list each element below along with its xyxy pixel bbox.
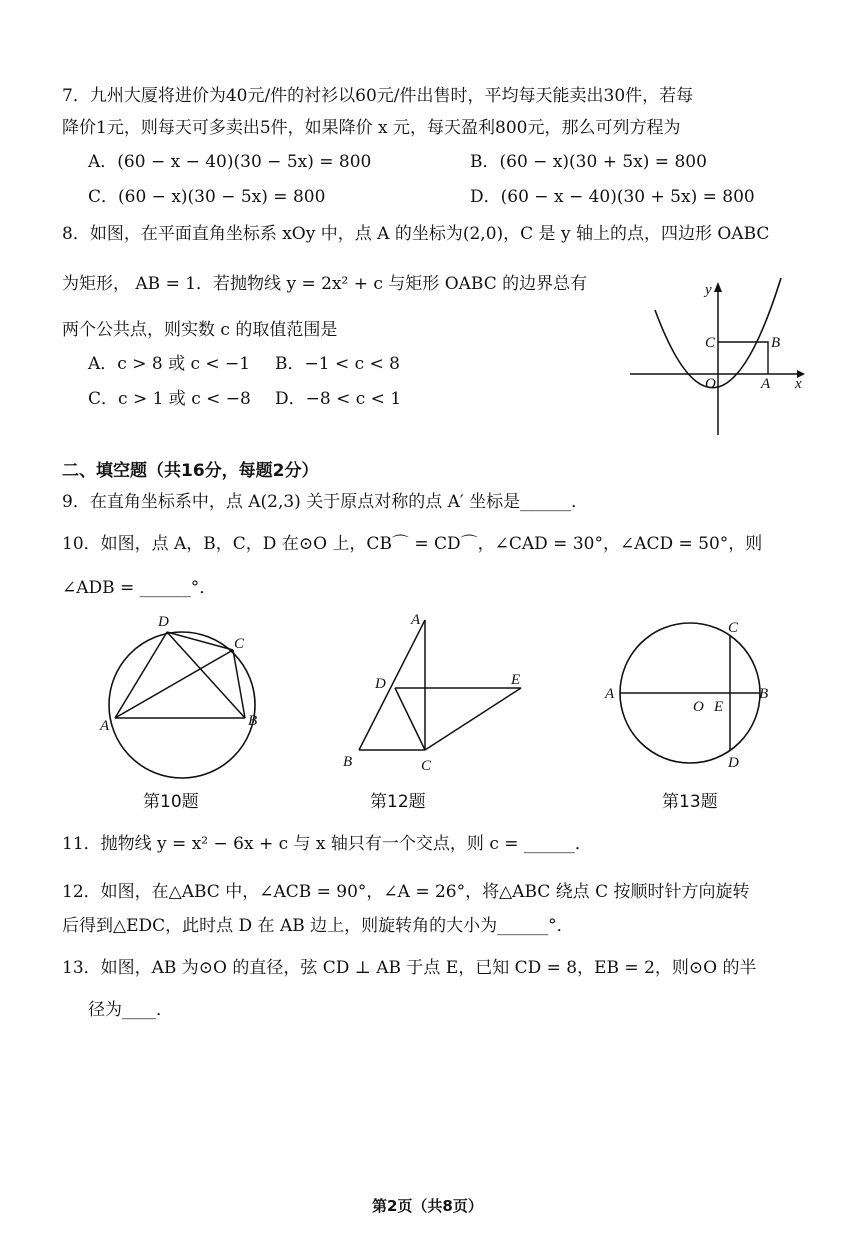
q12-line1: 12．如图，在△ABC 中，∠ACB = 90°，∠A = 26°，将△ABC 绕点 C 按顺时针方向旋转 <box>62 882 750 902</box>
label-a: A <box>100 718 110 734</box>
label-x: x <box>795 376 802 392</box>
q11-text: 11．抛物线 y = x² − 6x + c 与 x 轴只有一个交点，则 c = ______． <box>62 834 592 854</box>
fig13-caption: 第13题 <box>662 792 718 812</box>
q8-figure <box>625 270 810 440</box>
option-label: B． <box>470 152 500 172</box>
label-b: B <box>248 713 258 729</box>
label-o: O <box>705 376 716 392</box>
q8-option-c <box>88 387 251 411</box>
fig13 <box>597 612 782 782</box>
fig10 <box>95 610 270 780</box>
q7-option-c <box>88 185 325 209</box>
y-axis-arrow <box>714 282 722 292</box>
label-a: A <box>411 612 421 628</box>
option-label: D． <box>275 389 306 409</box>
option-text: (60 − x)(30 + 5x) = 800 <box>499 152 707 172</box>
option-label: A． <box>88 152 118 172</box>
label-o: O <box>693 699 704 715</box>
q7-line1: 7．九州大厦将进价为40元/件的衬衫以60元/件出售时，平均每天能卖出30件，若每 <box>62 86 694 106</box>
q8-line2: 为矩形， AB = 1．若抛物线 y = 2x² + c 与矩形 OABC 的边界总有 <box>62 274 588 294</box>
q7-line2: 降价1元，则每天可多卖出5件，如果降价 x 元，每天盈利800元，那么可列方程为 <box>62 118 681 138</box>
option-text: −8 < c < 1 <box>305 389 402 409</box>
label-c: C <box>234 636 245 652</box>
fig12 <box>335 608 535 778</box>
option-text: −1 < c < 8 <box>304 354 401 374</box>
q13-line1: 13．如图，AB 为⊙O 的直径，弦 CD ⊥ AB 于点 E，已知 CD = 8，EB = 2，则⊙O 的半 <box>62 958 757 978</box>
label-e: E <box>511 672 521 688</box>
q9-text: 9．在直角坐标系中，点 A(2,3) 关于原点对称的点 A′ 坐标是______． <box>62 492 589 512</box>
q7-option-d <box>470 185 755 209</box>
option-label: C． <box>88 187 119 207</box>
q10-line1: 10．如图，点 A，B，C，D 在⊙O 上，CB⌒ = CD⌒，∠CAD = 30°，∠ACD = 50°，则 <box>62 534 763 554</box>
q8-line3: 两个公共点，则实数 c 的取值范围是 <box>62 320 338 340</box>
option-label: D． <box>470 187 501 207</box>
q8-option-d <box>275 387 401 411</box>
option-text: c > 8 或 c < −1 <box>117 354 251 374</box>
option-text: (60 − x)(30 − 5x) = 800 <box>118 187 326 207</box>
label-e: E <box>714 699 724 715</box>
label-d: D <box>375 676 386 692</box>
label-d: D <box>728 755 739 771</box>
label-b: B <box>759 686 769 702</box>
q8-option-a <box>88 352 250 376</box>
label-d: D <box>158 614 169 630</box>
fig10-caption: 第10题 <box>143 792 199 812</box>
label-y: y <box>705 282 712 298</box>
label-b: B <box>771 335 781 351</box>
side-ec <box>425 688 521 750</box>
label-a: A <box>761 376 771 392</box>
option-label: B． <box>275 354 305 374</box>
option-text: (60 − x − 40)(30 + 5x) = 800 <box>500 187 755 207</box>
label-b: B <box>343 754 353 770</box>
option-text: c > 1 或 c < −8 <box>118 389 251 409</box>
label-a: A <box>605 686 615 702</box>
page-footer: 第2页（共8页） <box>372 1197 483 1215</box>
option-label: A． <box>88 354 118 374</box>
q8-line1: 8．如图，在平面直角坐标系 xOy 中，点 A 的坐标为(2,0)，C 是 y 轴上的点，四边形 OABC <box>62 224 770 244</box>
side-dc <box>395 688 425 750</box>
section-heading: 二、填空题（共16分，每题2分） <box>62 461 319 481</box>
option-text: (60 − x − 40)(30 − 5x) = 800 <box>117 152 372 172</box>
fig12-caption: 第12题 <box>370 792 426 812</box>
q13-line2: 径为____． <box>88 1000 173 1020</box>
option-label: C． <box>88 389 119 409</box>
q10-line2: ∠ADB = ______°． <box>62 578 217 598</box>
rectangle-oabc <box>718 342 768 374</box>
label-c: C <box>421 758 432 774</box>
chord-ac <box>115 650 233 718</box>
q7-option-a <box>88 150 371 174</box>
label-c: C <box>728 620 739 636</box>
q12-line2: 后得到△EDC，此时点 D 在 AB 边上，则旋转角的大小为______°． <box>62 916 574 936</box>
q8-option-b <box>275 352 400 376</box>
q7-option-b <box>470 150 707 174</box>
label-c: C <box>705 335 716 351</box>
